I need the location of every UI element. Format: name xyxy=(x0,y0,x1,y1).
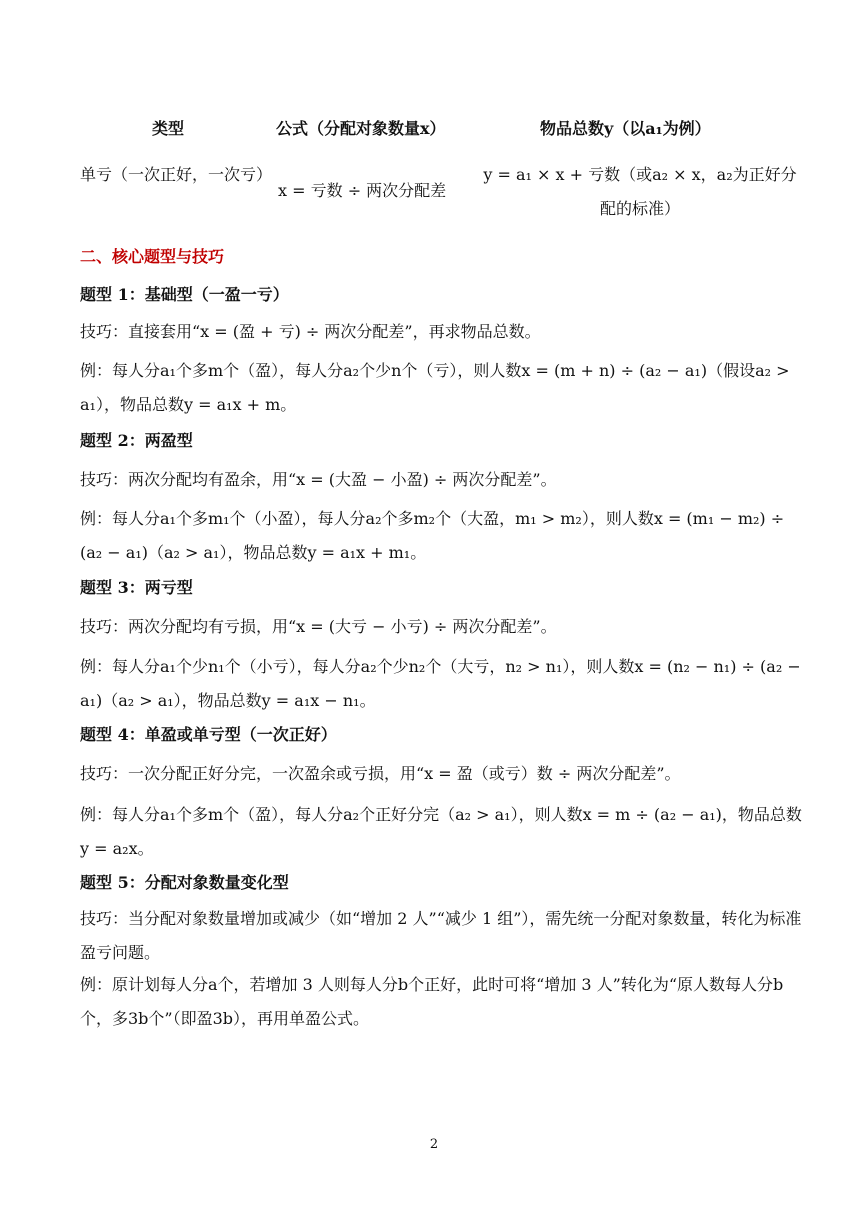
type-example: 例：每人分a₁个多m个（盈），每人分a₂个正好分完（a₂ > a₁），则人数x = m ÷ (a₂ − a₁)，物品总数y = a₂x。 xyxy=(80,805,802,858)
table-cell-formula: x = 亏数 ÷ 两次分配差 xyxy=(278,181,447,200)
type-heading: 题型 4：单盈或单亏型（一次正好） xyxy=(80,725,337,744)
type-tip: 技巧：一次分配正好分完，一次盈余或亏损，用“x = 盈（或亏）数 ÷ 两次分配差”。 xyxy=(80,764,681,783)
type-heading: 题型 3：两亏型 xyxy=(80,578,193,597)
type-tip: 技巧：当分配对象数量增加或减少（如“增加 2 人”“减少 1 组”），需先统一分配对象数量，转化为标准盈亏问题。 xyxy=(80,909,802,962)
type-example: 例：每人分a₁个多m₁个（小盈），每人分a₂个多m₂个（大盈，m₁ > m₂），则人数x = (m₁ − m₂) ÷ (a₂ − a₁)（a₂ > a₁），物品总数y = a₁x + m₁。 xyxy=(80,509,785,562)
type-tip: 技巧：两次分配均有盈余，用“x = (大盈 − 小盈) ÷ 两次分配差”。 xyxy=(80,470,557,489)
type-heading: 题型 5：分配对象数量变化型 xyxy=(80,873,289,892)
table-header-type: 类型 xyxy=(152,119,185,138)
table-header-total: 物品总数y（以a₁为例） xyxy=(540,119,711,138)
table-cell-type: 单亏（一次正好，一次亏） xyxy=(80,165,273,184)
type-example: 例：每人分a₁个少n₁个（小亏），每人分a₂个少n₂个（大亏，n₂ > n₁），则人数x = (n₂ − n₁) ÷ (a₂ − a₁)（a₂ > a₁），物品总数y = a₁x − n₁。 xyxy=(80,657,801,710)
type-example: 例：原计划每人分a个，若增加 3 人则每人分b个正好，此时可将“增加 3 人”转化为“原人数每人分b个，多3b个”（即盈3b），再用单盈公式。 xyxy=(80,975,784,1028)
page-number: 2 xyxy=(429,1137,439,1152)
type-heading: 题型 2：两盈型 xyxy=(80,431,193,450)
table-cell-total: y = a₁ × x + 亏数（或a₂ × x，a₂为正好分配的标准） xyxy=(483,165,797,218)
type-tip: 技巧：两次分配均有亏损，用“x = (大亏 − 小亏) ÷ 两次分配差”。 xyxy=(80,617,557,636)
type-tip: 技巧：直接套用“x = (盈 + 亏) ÷ 两次分配差”，再求物品总数。 xyxy=(80,322,541,341)
type-example: 例：每人分a₁个多m个（盈），每人分a₂个少n个（亏），则人数x = (m + n) ÷ (a₂ − a₁)（假设a₂ > a₁），物品总数y = a₁x + m。 xyxy=(80,361,790,414)
type-heading: 题型 1：基础型（一盈一亏） xyxy=(80,285,289,304)
section-title: 二、核心题型与技巧 xyxy=(80,247,225,266)
table-header-formula: 公式（分配对象数量x） xyxy=(276,119,446,138)
